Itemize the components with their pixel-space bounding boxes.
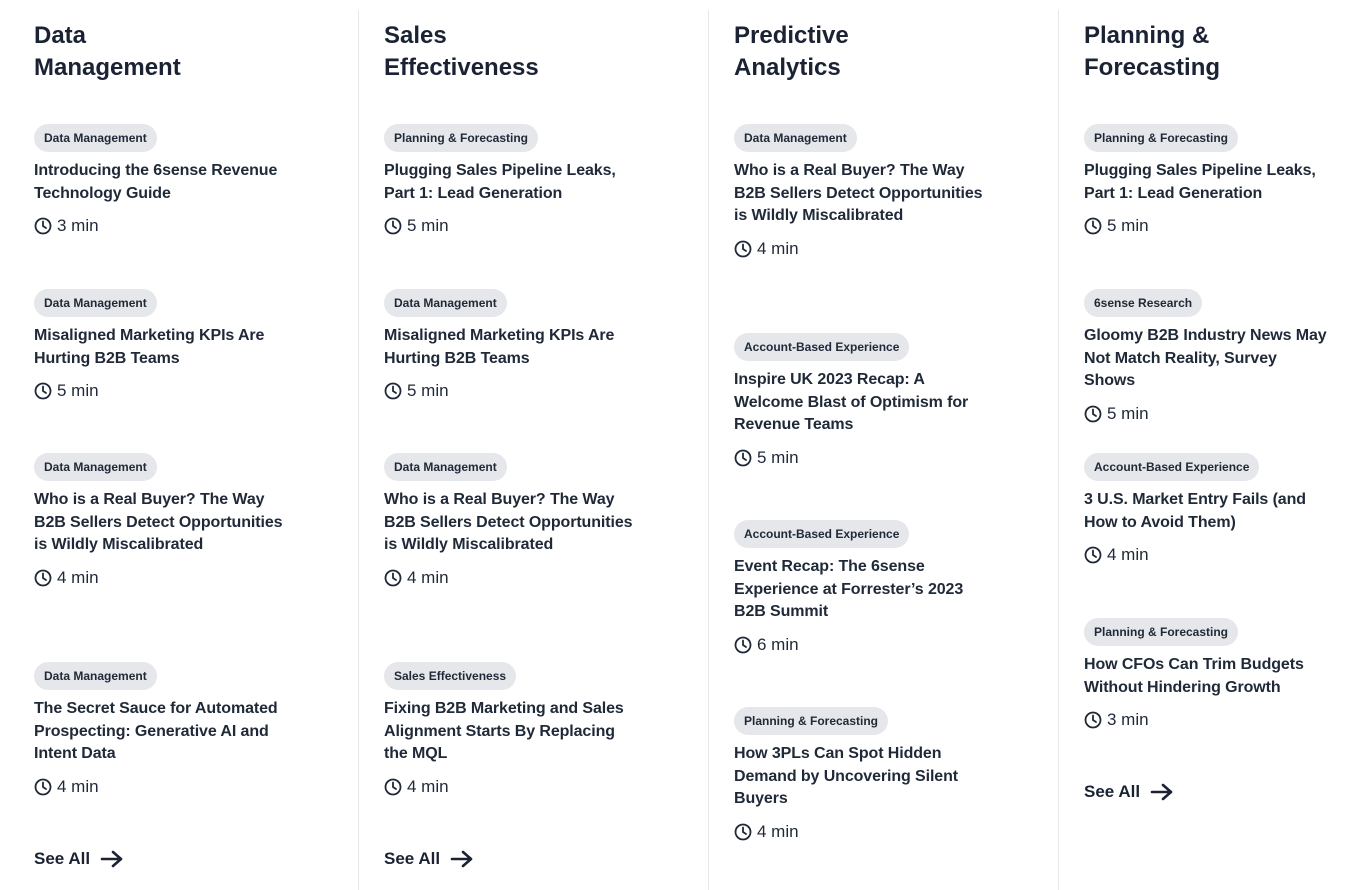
read-time-text: 5 min (1107, 403, 1149, 423)
read-time-text: 4 min (407, 776, 449, 796)
see-all-link[interactable] (384, 849, 474, 869)
clock-icon (34, 217, 52, 235)
read-time-text: 5 min (57, 381, 99, 400)
read-time (734, 821, 984, 843)
category-tag[interactable]: Data Management (384, 289, 507, 317)
clock-icon (34, 569, 52, 587)
read-time (1084, 403, 1329, 425)
read-time (1084, 544, 1329, 566)
article-card[interactable] (1084, 453, 1329, 566)
read-time (384, 776, 634, 798)
article-card[interactable] (34, 662, 284, 798)
read-time-text: 3 min (1107, 710, 1149, 729)
read-time (384, 215, 634, 237)
category-tag[interactable]: Data Management (34, 289, 157, 317)
clock-icon (1084, 405, 1102, 423)
article-card[interactable] (1084, 618, 1329, 731)
article-title[interactable]: Who is a Real Buyer? The Way B2B Sellers Detect Opportunities is Wildly Miscalibrated (734, 162, 983, 224)
read-time (734, 447, 984, 469)
clock-icon (734, 449, 752, 467)
category-tag[interactable]: Planning & Forecasting (1084, 124, 1238, 152)
clock-icon (1084, 711, 1102, 729)
clock-icon (734, 636, 752, 654)
see-all-link[interactable] (34, 849, 124, 869)
arrow-right-icon (100, 849, 124, 869)
category-tag[interactable]: Planning & Forecasting (1084, 618, 1238, 646)
read-time (1084, 215, 1329, 237)
category-tag[interactable]: Data Management (734, 124, 857, 152)
category-tag[interactable]: Account-Based Experience (734, 333, 909, 361)
read-time-text: 4 min (57, 776, 99, 796)
read-time-text: 5 min (757, 447, 799, 467)
read-time (34, 380, 284, 402)
article-title[interactable]: Gloomy B2B Industry News May Not Match Reality, Survey Shows (1084, 327, 1327, 389)
category-tag[interactable]: Data Management (34, 662, 157, 690)
article-title[interactable]: Who is a Real Buyer? The Way B2B Sellers Detect Opportunities is Wildly Miscalibrated (384, 491, 633, 553)
article-card[interactable] (34, 289, 284, 402)
article-card[interactable] (384, 289, 634, 402)
read-time-text: 4 min (407, 567, 449, 587)
category-tag[interactable]: Account-Based Experience (1084, 453, 1259, 481)
article-card[interactable] (34, 453, 284, 589)
read-time-text: 5 min (1107, 216, 1149, 235)
column-title: Data Management (34, 22, 181, 81)
read-time-text: 4 min (1107, 545, 1149, 564)
article-title[interactable]: Event Recap: The 6sense Experience at Forrester’s 2023 B2B Summit (734, 558, 964, 620)
clock-icon (734, 823, 752, 841)
category-tag[interactable]: Planning & Forecasting (384, 124, 538, 152)
article-title[interactable]: Plugging Sales Pipeline Leaks, Part 1: Lead Generation (384, 162, 616, 202)
see-all-label: See All (1084, 782, 1141, 801)
article-card[interactable] (734, 124, 984, 260)
read-time (1084, 709, 1329, 731)
see-all-link[interactable] (1084, 782, 1174, 802)
article-title[interactable]: Fixing B2B Marketing and Sales Alignment Starts By Replacing the MQL (384, 700, 624, 762)
read-time (734, 634, 984, 656)
column-title: Predictive Analytics (734, 22, 849, 81)
column-sales-effectiveness (350, 0, 708, 890)
category-tag[interactable]: Data Management (34, 124, 157, 152)
article-card[interactable] (384, 453, 634, 589)
read-time-text: 3 min (57, 216, 99, 235)
column-data-management (0, 0, 358, 890)
article-card[interactable] (1084, 124, 1329, 237)
see-all-label: See All (34, 849, 91, 868)
article-title[interactable]: Who is a Real Buyer? The Way B2B Sellers Detect Opportunities is Wildly Miscalibrated (34, 491, 283, 553)
read-time (384, 380, 634, 402)
article-card[interactable] (734, 333, 984, 469)
article-card[interactable] (384, 662, 634, 798)
column-title: Planning & Forecasting (1084, 22, 1221, 81)
read-time-text: 5 min (407, 381, 449, 400)
clock-icon (34, 382, 52, 400)
article-card[interactable] (734, 520, 984, 656)
arrow-right-icon (1150, 782, 1174, 802)
read-time-text: 6 min (757, 634, 799, 654)
clock-icon (1084, 217, 1102, 235)
read-time (34, 567, 284, 589)
category-tag[interactable]: Data Management (384, 453, 507, 481)
category-tag[interactable]: Sales Effectiveness (384, 662, 516, 690)
article-title[interactable]: 3 U.S. Market Entry Fails (and How to Avoid Them) (1084, 491, 1306, 531)
clock-icon (34, 778, 52, 796)
article-card[interactable] (34, 124, 284, 237)
read-time-text: 5 min (407, 216, 449, 235)
read-time-text: 4 min (57, 567, 99, 587)
category-tag[interactable]: 6sense Research (1084, 289, 1202, 317)
article-title[interactable]: Introducing the 6sense Revenue Technology Guide (34, 162, 278, 202)
article-title[interactable]: Plugging Sales Pipeline Leaks, Part 1: Lead Generation (1084, 162, 1316, 202)
category-tag[interactable]: Data Management (34, 453, 157, 481)
clock-icon (384, 382, 402, 400)
read-time (734, 238, 984, 260)
arrow-right-icon (450, 849, 474, 869)
article-title[interactable]: How CFOs Can Trim Budgets Without Hindering Growth (1084, 656, 1304, 696)
read-time (34, 776, 284, 798)
category-tag[interactable]: Planning & Forecasting (734, 707, 888, 735)
article-title[interactable]: How 3PLs Can Spot Hidden Demand by Uncovering Silent Buyers (734, 745, 959, 807)
clock-icon (384, 778, 402, 796)
article-title[interactable]: The Secret Sauce for Automated Prospecting: Generative AI and Intent Data (34, 700, 278, 762)
article-card[interactable] (734, 707, 984, 843)
article-title[interactable]: Misaligned Marketing KPIs Are Hurting B2B Teams (384, 327, 615, 367)
category-tag[interactable]: Account-Based Experience (734, 520, 909, 548)
clock-icon (384, 569, 402, 587)
read-time (384, 567, 634, 589)
clock-icon (734, 240, 752, 258)
column-predictive-analytics (700, 0, 1058, 890)
article-title[interactable]: Misaligned Marketing KPIs Are Hurting B2B Teams (34, 327, 265, 367)
see-all-label: See All (384, 849, 441, 868)
column-title: Sales Effectiveness (384, 22, 539, 81)
article-card[interactable] (1084, 289, 1329, 425)
read-time-text: 4 min (757, 238, 799, 258)
clock-icon (384, 217, 402, 235)
read-time (34, 215, 284, 237)
read-time-text: 4 min (757, 821, 799, 841)
article-card[interactable] (384, 124, 634, 237)
clock-icon (1084, 546, 1102, 564)
column-planning-forecasting (1050, 0, 1349, 890)
article-title[interactable]: Inspire UK 2023 Recap: A Welcome Blast of Optimism for Revenue Teams (734, 371, 969, 433)
